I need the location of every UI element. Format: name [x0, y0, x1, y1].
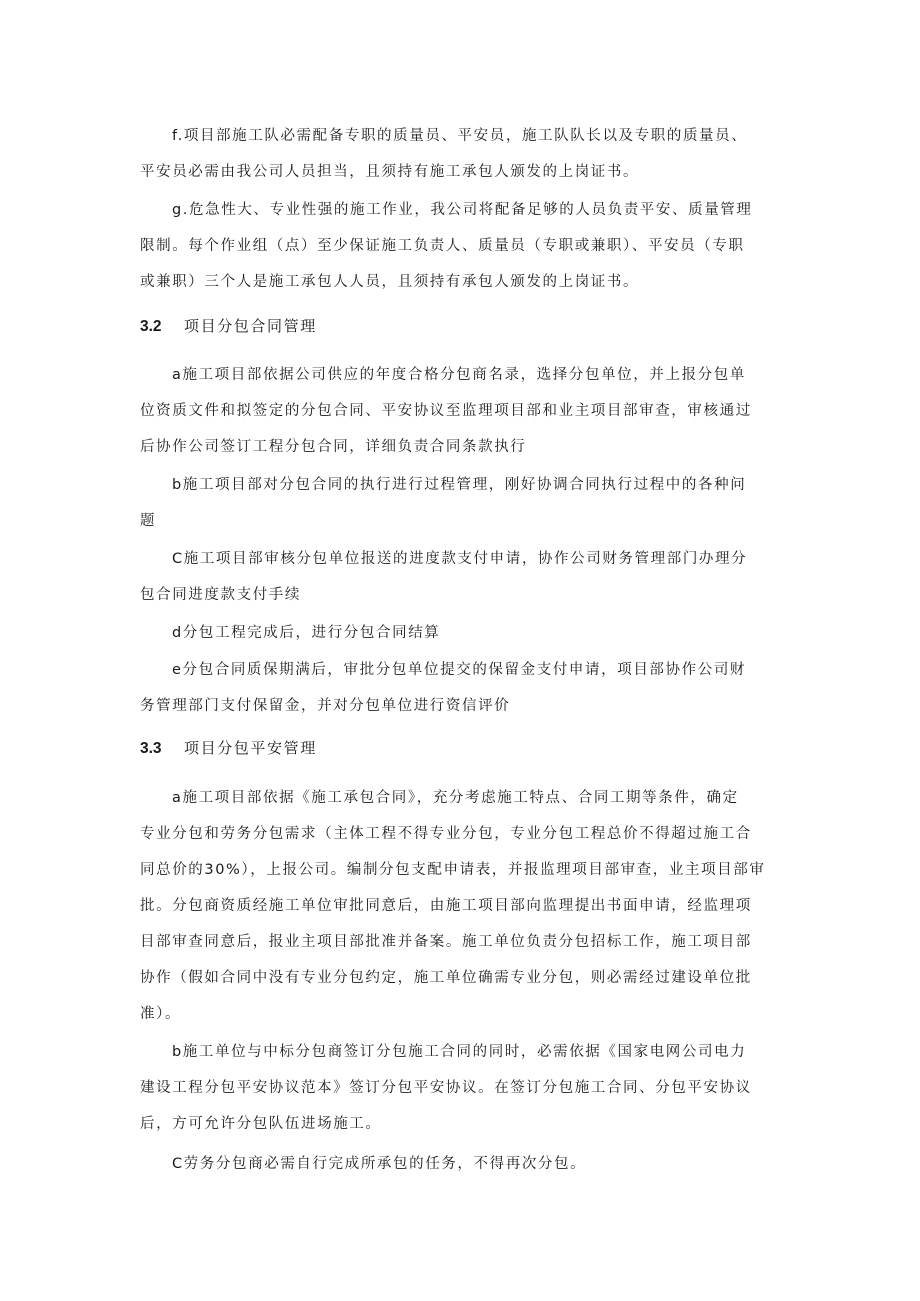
text-line: 或兼职）三个人是施工承包人人员，且须持有承包人颁发的上岗证书。 [140, 274, 640, 290]
text-line: a施工项目部依据公司供应的年度合格分包商名录，选择分包单位，并上报分包单 [172, 367, 746, 383]
text-line: 建设工程分包平安协议范本》签订分包平安协议。在签订分包施工合同、分包平安协议 [140, 1080, 752, 1096]
paragraph-f [140, 118, 785, 190]
text-line: 题 [140, 513, 157, 529]
text-line: C劳务分包商必需自行完成所承包的任务，不得再次分包。 [172, 1156, 587, 1172]
section-heading-3-2 [140, 314, 317, 339]
text-line: 位资质文件和拟签定的分包合同、平安协议至监理项目部和业主项目部审查，审核通过 [140, 403, 752, 419]
paragraph-3-2-b [140, 467, 785, 539]
text-line: 务管理部门支付保留金，并对分包单位进行资信评价 [140, 698, 511, 714]
section-number: 3.3 [140, 740, 162, 757]
section-title: 项目分包平安管理 [184, 739, 317, 757]
text-line: 同总价的30%），上报公司。编制分包支配申请表，并报监理项目部审查，业主项目部审 [140, 862, 766, 878]
paragraph-3-2-d [140, 615, 785, 651]
paragraph-g [140, 192, 785, 300]
text-line: 准）。 [140, 1006, 182, 1022]
text-line: e分包合同质保期满后，审批分包单位提交的保留金支付申请，项目部协作公司财 [172, 662, 747, 678]
text-line: 专业分包和劳务分包需求（主体工程不得专业分包，专业分包工程总价不得超过施工合 [140, 826, 752, 842]
text-line: b施工单位与中标分包商签订分包施工合同的同时，必需依据《国家电网公司电力 [172, 1044, 747, 1060]
text-line: a施工项目部依据《施工承包合同》，充分考虑施工特点、合同工期等条件，确定 [172, 790, 739, 806]
text-line: 限制。每个作业组（点）至少保证施工负责人、质量员（专职或兼职）、平安员（专职 [140, 238, 745, 254]
paragraph-3-3-c [140, 1146, 785, 1182]
text-line: 平安员必需由我公司人员担当，且须持有施工承包人颁发的上岗证书。 [140, 164, 640, 180]
text-line: C施工项目部审核分包单位报送的进度款支付申请，协作公司财务管理部门办理分 [172, 551, 748, 567]
paragraph-3-2-e [140, 652, 785, 724]
text-line: 包合同进度款支付手续 [140, 587, 301, 603]
paragraph-3-2-c [140, 541, 785, 613]
text-line: 目部审查同意后，报业主项目部批准并备案。施工单位负责分包招标工作，施工项目部 [140, 934, 752, 950]
text-line: d分包工程完成后，进行分包合同结算 [172, 625, 441, 641]
text-line: 批。分包商资质经施工单位审批同意后，由施工项目部向监理提出书面申请，经监理项 [140, 898, 752, 914]
text-line: b施工项目部对分包合同的执行进行过程管理，刚好协调合同执行过程中的各种问 [172, 477, 747, 493]
text-line: 协作（假如合同中没有专业分包约定，施工单位确需专业分包，则必需经过建设单位批 [140, 970, 752, 986]
section-title: 项目分包合同管理 [184, 317, 317, 335]
text-line: f.项目部施工队必需配备专职的质量员、平安员，施工队队长以及专职的质量员、 [172, 128, 748, 144]
text-line: 后，方可允许分包队伍进场施工。 [140, 1116, 382, 1132]
paragraph-3-3-a [140, 780, 785, 1032]
paragraph-3-3-b [140, 1034, 785, 1142]
section-number: 3.2 [140, 318, 162, 335]
text-line: g.危急性大、专业性强的施工作业，我公司将配备足够的人员负责平安、质量管理 [172, 202, 753, 218]
paragraph-3-2-a [140, 357, 785, 465]
text-line: 后协作公司签订工程分包合同，详细负责合同条款执行 [140, 439, 527, 455]
section-heading-3-3 [140, 736, 317, 761]
